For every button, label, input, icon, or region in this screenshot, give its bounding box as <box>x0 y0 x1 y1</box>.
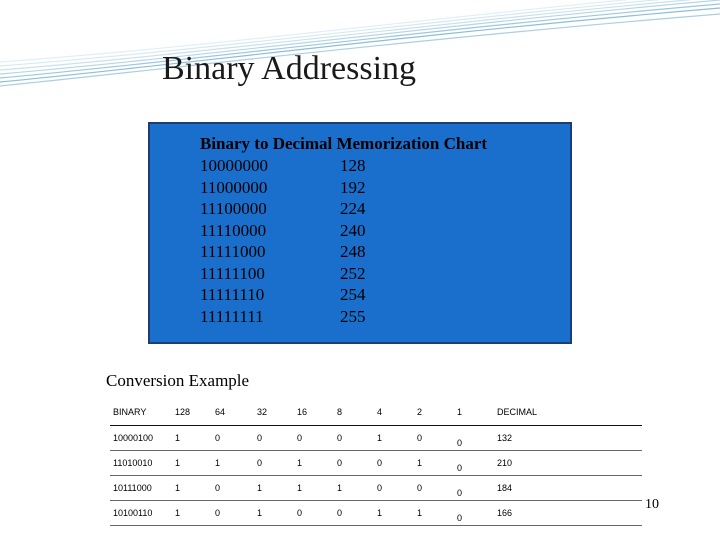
memo-row <box>200 284 500 306</box>
table-cell: 0 <box>334 450 374 475</box>
memo-binary-value: 11111111 <box>200 306 264 326</box>
table-cell: 0 <box>454 475 494 500</box>
table-row <box>110 475 642 500</box>
slide-title: Binary Addressing <box>162 50 417 87</box>
table-cell: 10000100 <box>110 425 172 450</box>
table-cell: 0 <box>454 450 494 475</box>
table-cell: 0 <box>294 500 334 525</box>
table-header-cell: 4 <box>374 400 414 425</box>
conversion-example-label: Conversion Example <box>106 371 250 390</box>
memorization-chart-box <box>148 122 572 344</box>
table-cell: 132 <box>494 425 642 450</box>
table-header-cell: 1 <box>454 400 494 425</box>
memo-row <box>200 155 500 177</box>
memo-row <box>200 306 500 328</box>
memo-decimal-value: 224 <box>340 199 366 218</box>
memo-decimal-value: 255 <box>340 306 366 326</box>
memo-binary-value: 11100000 <box>200 199 267 218</box>
table-cell: 1 <box>172 500 212 525</box>
memo-row <box>200 241 500 263</box>
table-cell: 0 <box>294 425 334 450</box>
table-cell: 10100110 <box>110 500 172 525</box>
table-header-cell: 32 <box>254 400 294 425</box>
table-cell: 1 <box>254 500 294 525</box>
memo-binary-value: 11111100 <box>200 263 265 283</box>
memo-decimal-value: 128 <box>340 156 366 175</box>
table-cell: 1 <box>374 500 414 525</box>
table-cell: 0 <box>212 425 254 450</box>
memo-binary-value: 11111110 <box>200 285 265 304</box>
memorization-chart-rows <box>200 155 500 327</box>
table-row <box>110 450 642 475</box>
table-cell: 0 <box>454 425 494 450</box>
table-header-cell: 16 <box>294 400 334 425</box>
table-header-row <box>110 400 642 425</box>
table-cell: 0 <box>212 500 254 525</box>
memo-row <box>200 220 500 242</box>
table-cell: 0 <box>254 450 294 475</box>
memo-row <box>200 263 500 285</box>
page-number: 10 <box>645 497 659 512</box>
table-cell: 1 <box>212 450 254 475</box>
memo-decimal-value: 248 <box>340 242 366 261</box>
memo-binary-value: 11000000 <box>200 177 268 197</box>
table-cell: 1 <box>172 425 212 450</box>
table-cell: 166 <box>494 500 642 525</box>
memo-binary-value: 11111000 <box>200 242 266 261</box>
table-header-cell: BINARY <box>110 400 172 425</box>
table-header-cell: DECIMAL <box>494 400 642 425</box>
table-cell: 0 <box>374 450 414 475</box>
table-cell: 0 <box>414 425 454 450</box>
table-cell: 210 <box>494 450 642 475</box>
memo-binary-value: 11110000 <box>200 220 267 240</box>
table-cell: 11010010 <box>110 450 172 475</box>
memo-decimal-value: 192 <box>340 177 366 197</box>
table-header-cell: 2 <box>414 400 454 425</box>
table-cell: 0 <box>454 500 494 525</box>
memo-decimal-value: 254 <box>340 285 366 304</box>
memo-decimal-value: 240 <box>340 220 366 240</box>
table-cell: 1 <box>414 450 454 475</box>
memo-decimal-value: 252 <box>340 263 366 283</box>
memo-row <box>200 198 500 220</box>
table-header-cell: 64 <box>212 400 254 425</box>
table-cell: 0 <box>334 425 374 450</box>
table-cell: 1 <box>172 450 212 475</box>
table-cell: 0 <box>334 500 374 525</box>
table-cell: 1 <box>414 500 454 525</box>
table-cell: 1 <box>172 475 212 500</box>
table-cell: 0 <box>254 425 294 450</box>
table-row <box>110 500 642 525</box>
table-cell: 0 <box>414 475 454 500</box>
memo-row <box>200 177 500 199</box>
memo-binary-value: 10000000 <box>200 156 268 175</box>
table-cell: 1 <box>374 425 414 450</box>
table-cell: 1 <box>334 475 374 500</box>
table-cell: 0 <box>212 475 254 500</box>
table-row <box>110 425 642 450</box>
table-cell: 0 <box>374 475 414 500</box>
table-cell: 184 <box>494 475 642 500</box>
table-cell: 1 <box>254 475 294 500</box>
table-header-cell: 8 <box>334 400 374 425</box>
table-header-cell: 128 <box>172 400 212 425</box>
conversion-table <box>110 400 642 526</box>
memorization-chart-heading: Binary to Decimal Memorization Chart <box>200 134 488 153</box>
table-cell: 1 <box>294 475 334 500</box>
table-cell: 1 <box>294 450 334 475</box>
table-cell: 10111000 <box>110 475 172 500</box>
